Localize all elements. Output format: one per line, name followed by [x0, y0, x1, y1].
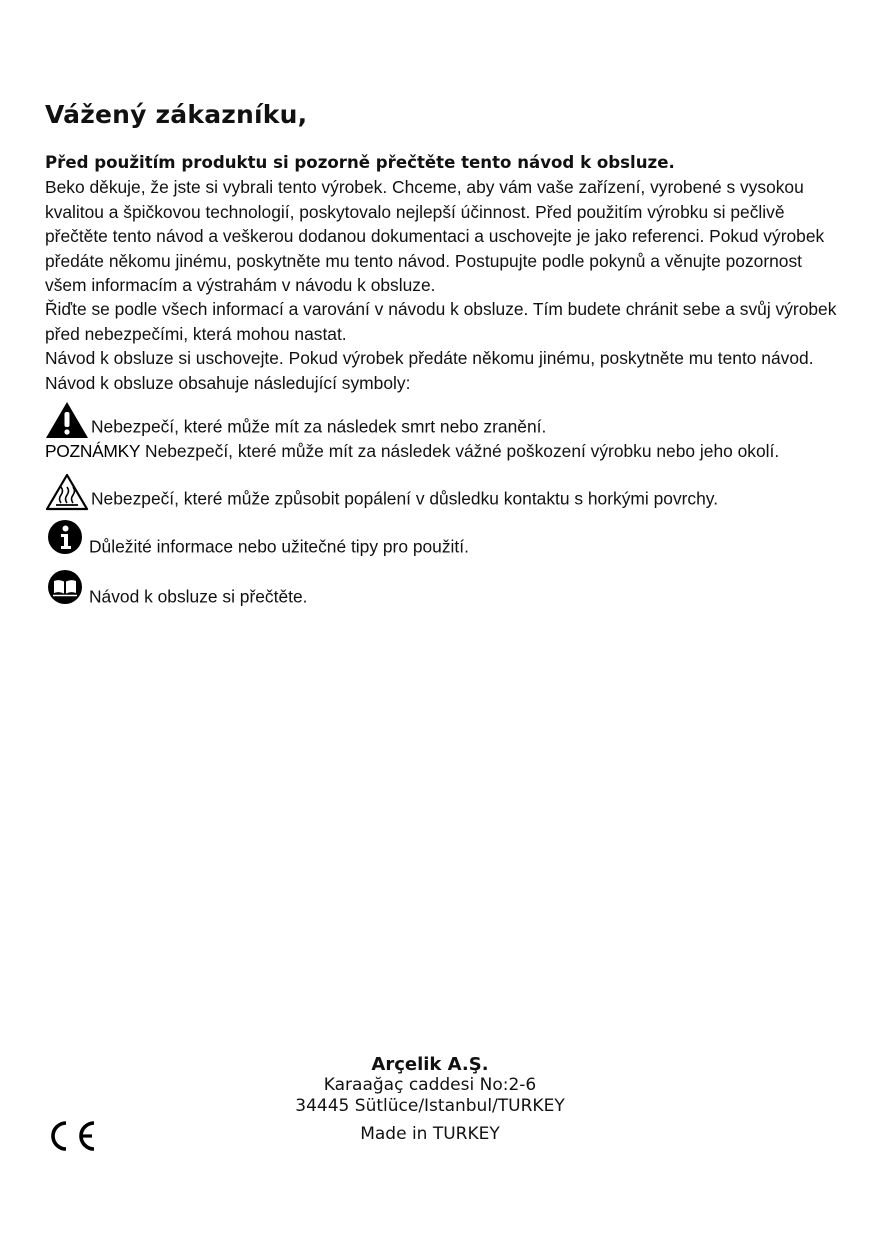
symbols-intro: Návod k obsluze obsahuje následující symboly: [45, 372, 411, 393]
address-line-1: Karaağaç caddesi No:2-6 [323, 1075, 537, 1095]
made-in-label: Made in TURKEY [360, 1124, 500, 1144]
symbol-manual-row [45, 569, 845, 609]
read-manual-icon [45, 569, 87, 609]
symbol-hot-text: Nebezpečí, které může způsobit popálení v důsledku kontaktu s horkými povrchy. [91, 489, 719, 510]
info-circle-icon [45, 519, 87, 559]
symbol-info-row [45, 519, 845, 559]
symbol-danger-row [45, 401, 845, 439]
manufacturer-address [260, 1054, 600, 1145]
ce-mark-icon [44, 1118, 98, 1154]
symbol-notes-text: Nebezpečí, které může mít za následek vážné poškození výrobku nebo jeho okolí. [140, 441, 780, 462]
hot-surface-icon [45, 473, 89, 511]
warning-triangle-icon [45, 401, 89, 439]
lead-sentence: Před použitím produktu si pozorně přečtěte tento návod k obsluze. [45, 153, 675, 172]
symbol-hot-row [45, 473, 845, 511]
safety-paragraph: Řiďte se podle všech informací a varování v návodu k obsluze. Tím budete chránit sebe a svůj výrobek před nebezpečími, která mohou nastat. [45, 299, 837, 344]
symbol-notes-row [45, 439, 845, 463]
notes-label: POZNÁMKY [45, 441, 141, 462]
intro-paragraph: Beko děkuje, že jste si vybrali tento výrobek. Chceme, aby vám vaše zařízení, vyrobené s vysokou kvalitou a špičkovou technologií, poskytovalo nejlepší účinnost. Před použitím výrobku si pečlivě přečtěte tento návod a veškerou dodanou dokumentaci a uschovejte je jako referenci. Pokud výrobek předáte někomu jinému, poskytněte mu tento návod. Postupujte podle pokynů a věnujte pozornost všem informacím a výstrahám v návodu k obsluze. [45, 177, 825, 296]
document-body [45, 151, 845, 609]
address-line-2: 34445 Sütlüce/Istanbul/TURKEY [295, 1096, 565, 1116]
company-name: Arçelik A.Ş. [371, 1054, 489, 1075]
keep-manual-paragraph: Návod k obsluze si uschovejte. Pokud výrobek předáte někomu jinému, poskytněte mu tento návod. [45, 348, 814, 369]
symbol-manual-text: Návod k obsluze si přečtěte. [89, 587, 308, 608]
symbol-info-text: Důležité informace nebo užitečné tipy pro použití. [89, 537, 469, 558]
symbol-danger-text: Nebezpečí, které může mít za následek smrt nebo zranění. [91, 416, 547, 437]
page-title: Vážený zákazníku, [45, 100, 308, 129]
